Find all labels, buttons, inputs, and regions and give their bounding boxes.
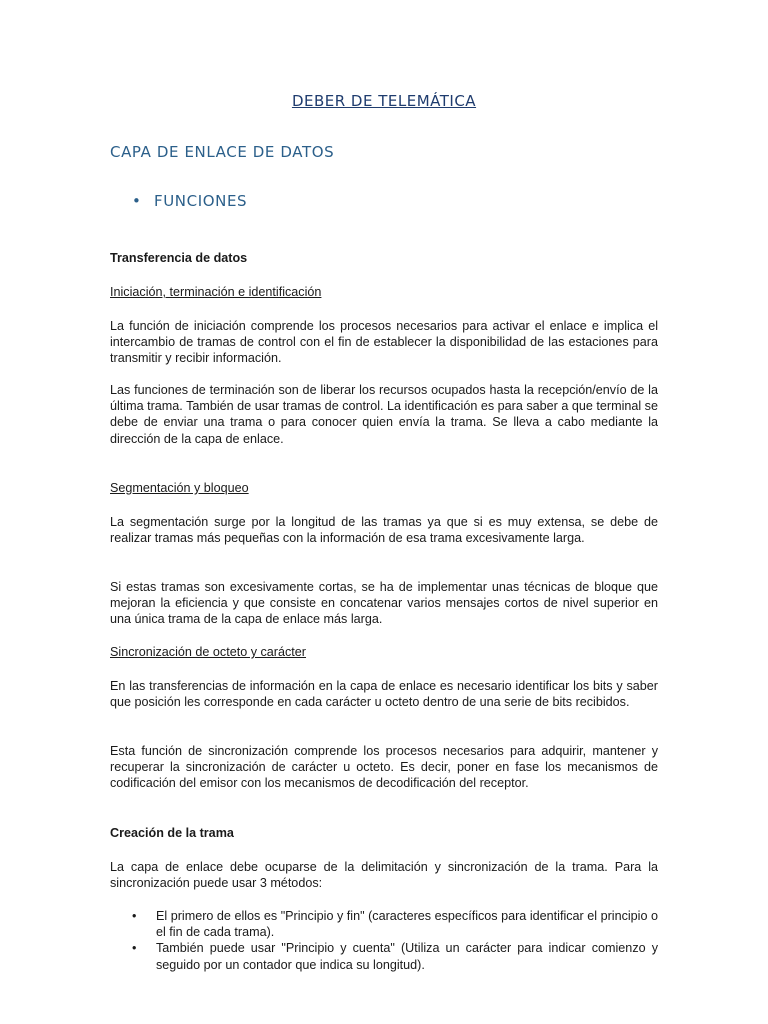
- section-heading: CAPA DE ENLACE DE DATOS: [110, 143, 335, 161]
- list-item-text: El primero de ellos es "Principio y fin" (caracteres específicos para identificar el principio o el fin de cada trama).: [156, 909, 658, 940]
- init-heading: Iniciación, terminación e identificación: [110, 285, 322, 299]
- methods-list: [110, 908, 658, 973]
- document-title: DEBER DE TELEMÁTICA: [291, 92, 477, 110]
- paragraph-seg2: Si estas tramas son excesivamente cortas, se ha de implementar unas técnicas de bloque que mejoran la eficiencia y que consiste en concatenar varios mensajes cortos de nivel superior en una única trama de la capa de enlace más larga.: [110, 580, 658, 627]
- paragraph-sync1: En las transferencias de información en la capa de enlace es necesario identificar los bits y saber que posición les corresponde en cada carácter u octeto dentro de una serie de bits recibidos.: [110, 679, 658, 710]
- bullet-icon: •: [132, 909, 137, 923]
- paragraph-term: Las funciones de terminación son de liberar los recursos ocupados hasta la recepción/envío de la última trama. También de usar tramas de control. La identificación es para saber a que terminal se debe de enviar una trama o para conocer quien envía la trama. Se lleva a cabo mediante la dirección de la capa de enlace.: [110, 383, 658, 446]
- list-item: [110, 940, 658, 972]
- sync-heading: Sincronización de octeto y carácter: [110, 645, 307, 659]
- seg-heading: Segmentación y bloqueo: [110, 481, 249, 495]
- paragraph-frame: La capa de enlace debe ocuparse de la delimitación y sincronización de la trama. Para la sincronización puede usar 3 métodos:: [110, 860, 658, 891]
- list-item-text: También puede usar "Principio y cuenta" (Utiliza un carácter para indicar comienzo y seguido por un contador que indica su longitud).: [156, 941, 658, 972]
- paragraph-seg1: La segmentación surge por la longitud de las tramas ya que si es muy extensa, se debe de realizar tramas más pequeñas con la información de esa trama excesivamente larga.: [110, 515, 658, 546]
- paragraph-init: La función de iniciación comprende los procesos necesarios para activar el enlace e implica el intercambio de tramas de control con el fin de establecer la disponibilidad de las estaciones para transmitir y recibir información.: [110, 319, 658, 366]
- subheading-label: FUNCIONES: [154, 192, 248, 210]
- bullet-icon: •: [132, 192, 142, 210]
- paragraph-sync2: Esta función de sincronización comprende los procesos necesarios para adquirir, mantener y recuperar la sincronización de carácter u octeto. Es decir, poner en fase los mecanismos de codificación del emisor con los mecanismos de decodificación del receptor.: [110, 744, 658, 791]
- subheading-item: [132, 192, 247, 210]
- list-item: [110, 908, 658, 940]
- transfer-heading: Transferencia de datos: [110, 251, 248, 265]
- bullet-icon: •: [132, 941, 137, 956]
- frame-heading: Creación de la trama: [110, 826, 234, 840]
